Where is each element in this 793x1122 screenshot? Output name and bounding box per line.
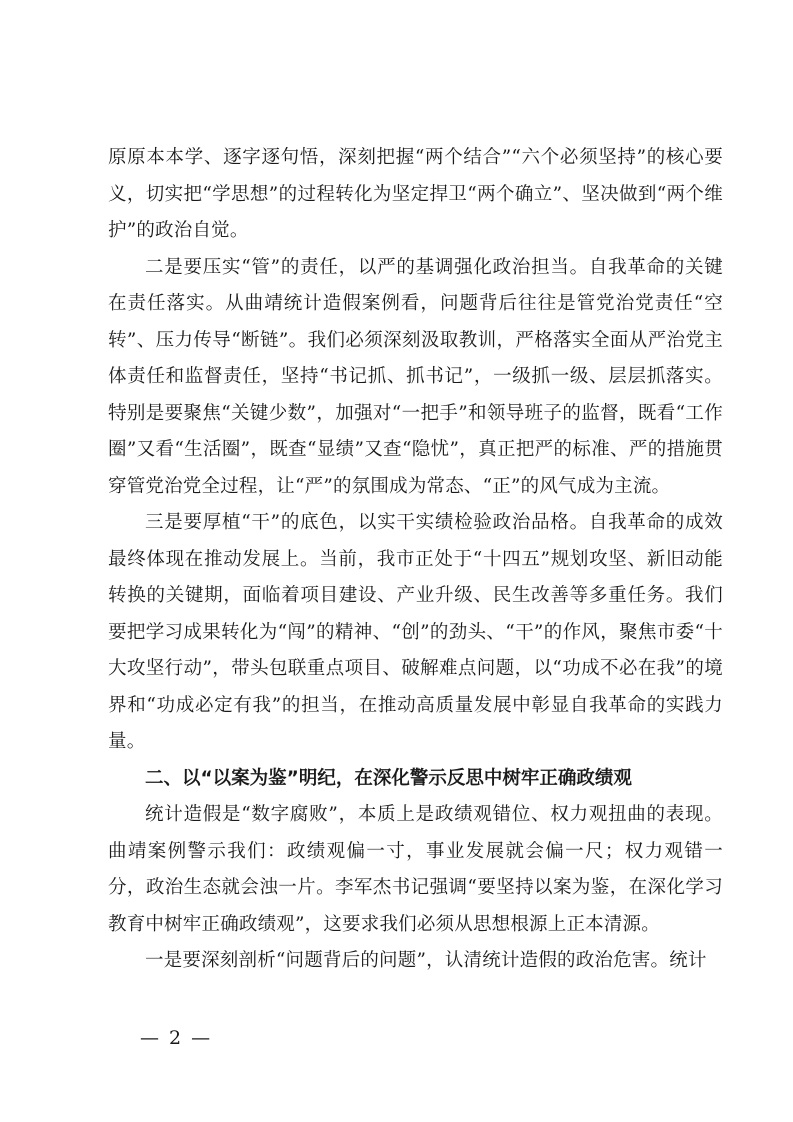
document-body (108, 140, 723, 980)
paragraph-hard-work: 三是要厚植“干”的底色，以实干实绩检验政治品格。自我革命的成效最终体现在推动发展上。当前，我市正处于“十四五”规划攻坚、新旧动能转换的关键期，面临着项目建设、产业升级、民生改善等多重任务。我们要把学习成果转化为“闯”的精神、“创”的劲头、“干”的作风，聚焦市委“十大攻坚行动”，带头包联重点项目、破解难点问题，以“功成不必在我”的境界和“功成必定有我”的担当，在推动高质量发展中彰显自我革命的实践力量。 (108, 512, 723, 752)
paragraph-responsibility: 二是要压实“管”的责任，以严的基调强化政治担当。自我革命的关键在责任落实。从曲靖统计造假案例看，问题背后往往是管党治党责任“空转”、压力传导“断链”。我们必须深刻汲取教训，严格落实全面从严治党主体责任和监督责任，坚持“书记抓、抓书记”，一级抓一级、层层抓落实。特别是要聚焦“关键少数”，加强对“一把手”和领导班子的监督，既看“工作圈”又看“生活圈”，既查“显绩”又查“隐忧”，真正把严的标准、严的措施贯穿管党治党全过程，让“严”的氛围成为常态、“正”的风气成为主流。 (108, 256, 723, 497)
paragraph-analysis: 一是要深刻剖析“问题背后的问题”，认清统计造假的政治危害。统计 (145, 950, 707, 971)
paragraph-continued: 原原本本学、逐字逐句悟，深刻把握“两个结合”“六个必须坚持”的核心要义，切实把“学思想”的过程转化为坚定捍卫“两个确立”、坚决做到“两个维护”的政治自觉。 (108, 147, 723, 241)
paragraph-statistics-fraud: 统计造假是“数字腐败”，本质上是政绩观错位、权力观扭曲的表现。曲靖案例警示我们：政绩观偏一寸，事业发展就会偏一尺；权力观错一分，政治生态就会浊一片。李军杰书记强调“要坚持以案为鉴，在深化学习教育中树牢正确政绩观”，这要求我们必须从思想根源上正本清源。 (108, 804, 723, 935)
section-heading: 二、以“以案为鉴”明纪，在深化警示反思中树牢正确政绩观 (145, 767, 632, 789)
page-number: — 2 — (140, 1027, 213, 1049)
